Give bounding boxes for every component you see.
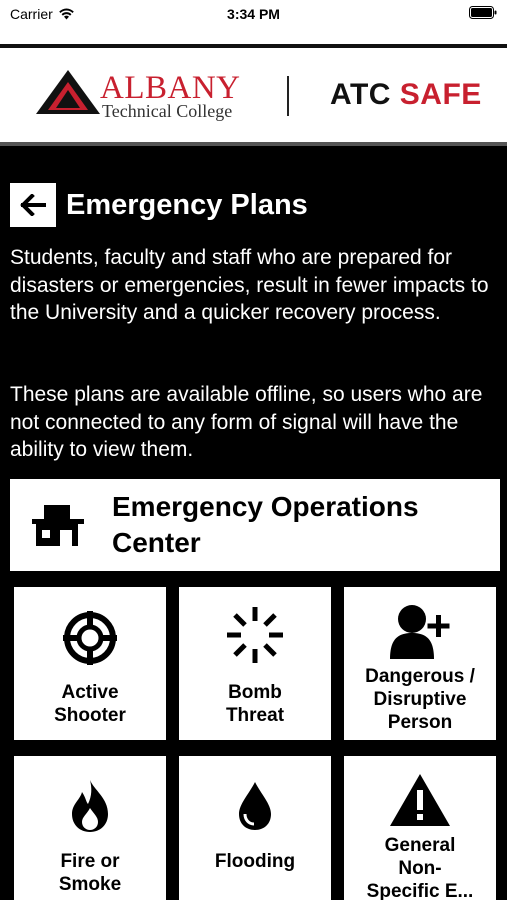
plan-tile-label xyxy=(18,850,162,896)
plan-tile-active-shooter[interactable] xyxy=(14,587,166,740)
plan-label-line: Dangerous / xyxy=(365,666,475,687)
plan-label-line: Threat xyxy=(225,705,285,726)
eoc-label-line2: Center xyxy=(112,527,201,558)
battery-icon xyxy=(469,6,497,19)
plan-label-line: Active xyxy=(61,682,119,703)
plan-tile-dangerous-person[interactable] xyxy=(344,587,496,740)
app-name xyxy=(330,80,482,110)
building-icon xyxy=(30,503,86,547)
burst-icon xyxy=(179,603,331,667)
back-button[interactable] xyxy=(10,183,56,227)
plan-label-line: Disruptive xyxy=(373,689,467,710)
status-bar xyxy=(0,0,507,44)
offline-note-paragraph: These plans are available offline, so users who are not connected to any form of signal will have the ability to view them. xyxy=(10,383,483,461)
carrier-label: Carrier xyxy=(10,6,53,22)
plan-label-line: Specific E... xyxy=(366,881,474,900)
plan-label-line: Person xyxy=(387,712,453,733)
warning-icon xyxy=(344,772,496,828)
app-name-safe: SAFE xyxy=(399,78,482,111)
plan-tile-label xyxy=(348,665,492,734)
intro-paragraph: Students, faculty and staff who are prepared for disasters or emergencies, result in fewer impacts to the University and a quicker recovery process. xyxy=(10,246,489,324)
fire-icon xyxy=(14,778,166,834)
plan-label-line: Flooding xyxy=(214,851,296,872)
plan-label-line: General xyxy=(384,835,456,856)
page-title: Emergency Plans xyxy=(66,189,308,221)
plan-tile-fire-or-smoke[interactable] xyxy=(14,756,166,900)
plan-label-line: Bomb xyxy=(228,682,282,703)
app-header xyxy=(0,44,507,146)
plan-tile-label xyxy=(183,681,327,727)
plan-tile-label xyxy=(18,681,162,727)
plan-tile-general-non-specific[interactable] xyxy=(344,756,496,900)
plan-tile-label xyxy=(348,834,492,900)
eoc-label xyxy=(112,489,419,561)
plan-tile-flooding[interactable] xyxy=(179,756,331,900)
plan-label-line: Smoke xyxy=(58,874,122,895)
plan-tile-bomb-threat[interactable] xyxy=(179,587,331,740)
plan-label-line: Fire or xyxy=(60,851,120,872)
person-add-icon xyxy=(344,601,496,661)
eoc-label-line1: Emergency Operations xyxy=(112,491,419,522)
app-name-atc: ATC xyxy=(330,78,391,111)
plan-tile-label xyxy=(183,850,327,873)
header-divider xyxy=(287,76,289,116)
water-drop-icon xyxy=(179,780,331,832)
logo-albany-text: ALBANY xyxy=(100,70,241,106)
logo-college-text: Technical College xyxy=(102,101,233,121)
arrow-left-icon xyxy=(20,194,46,216)
clock: 3:34 PM xyxy=(227,6,280,22)
target-icon xyxy=(14,609,166,667)
plan-label-line: Non- xyxy=(398,858,442,879)
emergency-operations-center-button[interactable] xyxy=(10,479,500,571)
triangle-logo-icon xyxy=(34,68,104,116)
plan-label-line: Shooter xyxy=(54,705,126,726)
albany-tech-logo xyxy=(34,68,250,124)
